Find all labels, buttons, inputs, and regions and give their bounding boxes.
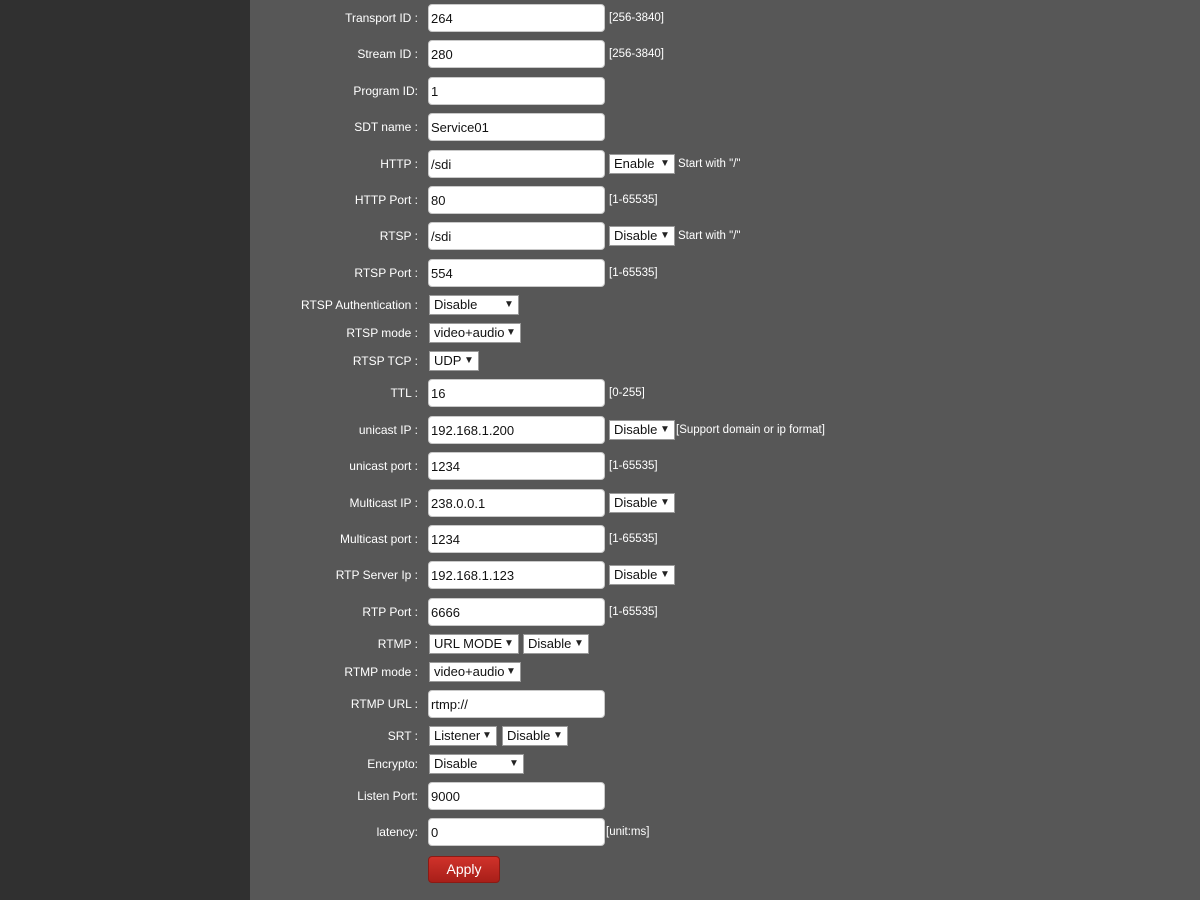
chevron-down-icon: ▼ bbox=[482, 730, 492, 741]
unicast-ip-select-value: Disable bbox=[614, 422, 658, 437]
latency-hint: [unit:ms] bbox=[606, 826, 650, 838]
sdt-name-row bbox=[0, 113, 1200, 141]
transport-id-hint: [256-3840] bbox=[609, 12, 664, 24]
http-port-hint: [1-65535] bbox=[609, 194, 658, 206]
chevron-down-icon: ▼ bbox=[574, 638, 584, 649]
chevron-down-icon: ▼ bbox=[504, 299, 514, 310]
stream-id-row bbox=[0, 40, 1200, 68]
unicast-ip-input[interactable] bbox=[428, 416, 605, 444]
listen-port-row bbox=[0, 782, 1200, 810]
sdt-name-input[interactable] bbox=[428, 113, 605, 141]
rtmp-mode-select[interactable] bbox=[429, 634, 519, 654]
rtmp-url-input[interactable] bbox=[428, 690, 605, 718]
rtsp-mode-row bbox=[0, 323, 1200, 343]
rtp-server-ip-row bbox=[0, 561, 1200, 589]
rtsp-tcp-row bbox=[0, 351, 1200, 371]
unicast-port-hint: [1-65535] bbox=[609, 460, 658, 472]
http-hint: Start with "/" bbox=[678, 158, 741, 170]
rtmp-mode-value: URL MODE bbox=[434, 636, 503, 651]
multicast-port-label: Multicast port : bbox=[339, 532, 418, 546]
rtsp-auth-label: RTSP Authentication : bbox=[301, 298, 418, 312]
rtp-port-label: RTP Port : bbox=[362, 605, 418, 619]
latency-input[interactable] bbox=[428, 818, 605, 846]
rtmp-stream-mode-row bbox=[0, 662, 1200, 682]
multicast-ip-select[interactable] bbox=[609, 493, 675, 513]
transport-id-row bbox=[0, 4, 1200, 32]
listen-port-label: Listen Port: bbox=[357, 789, 418, 803]
multicast-port-input[interactable] bbox=[428, 525, 605, 553]
srt-mode-select[interactable] bbox=[429, 726, 497, 746]
rtsp-tcp-label: RTSP TCP : bbox=[352, 354, 418, 368]
chevron-down-icon: ▼ bbox=[660, 424, 670, 435]
stream-id-label: Stream ID : bbox=[357, 47, 418, 61]
latency-row bbox=[0, 818, 1200, 846]
http-port-label: HTTP Port : bbox=[354, 193, 418, 207]
srt-row bbox=[0, 726, 1200, 746]
encrypto-label: Encrypto: bbox=[367, 757, 418, 771]
srt-enable-select[interactable] bbox=[502, 726, 568, 746]
rtsp-label: RTSP : bbox=[379, 229, 418, 243]
rtmp-url-row bbox=[0, 690, 1200, 718]
rtsp-port-input[interactable] bbox=[428, 259, 605, 287]
rtsp-tcp-select[interactable] bbox=[429, 351, 479, 371]
http-label: HTTP : bbox=[380, 157, 418, 171]
rtp-port-hint: [1-65535] bbox=[609, 606, 658, 618]
rtmp-stream-mode-value: video+audio bbox=[434, 664, 505, 679]
http-enable-value: Enable bbox=[614, 156, 655, 171]
rtp-port-input[interactable] bbox=[428, 598, 605, 626]
rtmp-stream-mode-label: RTMP mode : bbox=[344, 665, 418, 679]
unicast-port-label: unicast port : bbox=[349, 459, 418, 473]
rtsp-mode-select[interactable] bbox=[429, 323, 521, 343]
ttl-input[interactable] bbox=[428, 379, 605, 407]
rtsp-auth-value: Disable bbox=[434, 297, 478, 312]
listen-port-input[interactable] bbox=[428, 782, 605, 810]
stream-id-input[interactable] bbox=[428, 40, 605, 68]
http-path-input[interactable] bbox=[428, 150, 605, 178]
rtp-server-ip-select[interactable] bbox=[609, 565, 675, 585]
rtsp-hint: Start with "/" bbox=[678, 230, 741, 242]
ttl-label: TTL : bbox=[390, 386, 418, 400]
multicast-ip-row bbox=[0, 489, 1200, 517]
latency-label: latency: bbox=[376, 825, 418, 839]
rtsp-row bbox=[0, 222, 1200, 250]
unicast-ip-row bbox=[0, 416, 1200, 444]
ttl-row bbox=[0, 379, 1200, 407]
rtp-port-row bbox=[0, 598, 1200, 626]
unicast-port-input[interactable] bbox=[428, 452, 605, 480]
srt-enable-value: Disable bbox=[507, 728, 551, 743]
rtsp-port-label: RTSP Port : bbox=[354, 266, 418, 280]
multicast-ip-label: Multicast IP : bbox=[349, 496, 418, 510]
chevron-down-icon: ▼ bbox=[660, 230, 670, 241]
chevron-down-icon: ▼ bbox=[504, 638, 514, 649]
program-id-row bbox=[0, 77, 1200, 105]
rtsp-auth-row bbox=[0, 295, 1200, 315]
encrypto-select[interactable] bbox=[429, 754, 524, 774]
rtsp-port-row bbox=[0, 259, 1200, 287]
srt-mode-value: Listener bbox=[434, 728, 481, 743]
http-row bbox=[0, 150, 1200, 178]
rtmp-label: RTMP : bbox=[377, 637, 418, 651]
encrypto-row bbox=[0, 754, 1200, 774]
http-port-input[interactable] bbox=[428, 186, 605, 214]
rtsp-enable-value: Disable bbox=[614, 228, 658, 243]
rtsp-mode-label: RTSP mode : bbox=[346, 326, 418, 340]
multicast-port-hint: [1-65535] bbox=[609, 533, 658, 545]
chevron-down-icon: ▼ bbox=[506, 666, 516, 677]
stream-id-hint: [256-3840] bbox=[609, 48, 664, 60]
http-port-row bbox=[0, 186, 1200, 214]
unicast-ip-select[interactable] bbox=[609, 420, 675, 440]
rtsp-enable-select[interactable] bbox=[609, 226, 675, 246]
sdt-name-label: SDT name : bbox=[354, 120, 418, 134]
rtp-server-ip-label: RTP Server Ip : bbox=[335, 568, 418, 582]
rtmp-url-label: RTMP URL : bbox=[350, 697, 418, 711]
transport-id-input[interactable] bbox=[428, 4, 605, 32]
rtsp-port-hint: [1-65535] bbox=[609, 267, 658, 279]
rtp-server-ip-input[interactable] bbox=[428, 561, 605, 589]
rtsp-path-input[interactable] bbox=[428, 222, 605, 250]
rtsp-mode-value: video+audio bbox=[434, 325, 505, 340]
unicast-port-row bbox=[0, 452, 1200, 480]
chevron-down-icon: ▼ bbox=[464, 355, 474, 366]
rtmp-enable-value: Disable bbox=[528, 636, 572, 651]
chevron-down-icon: ▼ bbox=[553, 730, 563, 741]
program-id-label: Program ID: bbox=[353, 84, 418, 98]
encrypto-value: Disable bbox=[434, 756, 478, 771]
program-id-input[interactable] bbox=[428, 77, 605, 105]
chevron-down-icon: ▼ bbox=[660, 569, 670, 580]
unicast-ip-hint: [Support domain or ip format] bbox=[676, 424, 825, 436]
rtsp-auth-select[interactable] bbox=[429, 295, 519, 315]
multicast-port-row bbox=[0, 525, 1200, 553]
chevron-down-icon: ▼ bbox=[660, 497, 670, 508]
transport-id-label: Transport ID : bbox=[345, 11, 418, 25]
rtmp-stream-mode-select[interactable] bbox=[429, 662, 521, 682]
chevron-down-icon: ▼ bbox=[509, 758, 519, 769]
rtp-server-ip-select-value: Disable bbox=[614, 567, 658, 582]
rtmp-enable-select[interactable] bbox=[523, 634, 589, 654]
multicast-ip-select-value: Disable bbox=[614, 495, 658, 510]
srt-label: SRT : bbox=[387, 729, 418, 743]
rtsp-tcp-value: UDP bbox=[434, 353, 462, 368]
ttl-hint: [0-255] bbox=[609, 387, 645, 399]
apply-button[interactable]: Apply bbox=[428, 856, 500, 883]
unicast-ip-label: unicast IP : bbox=[358, 423, 418, 437]
chevron-down-icon: ▼ bbox=[660, 158, 670, 169]
http-enable-select[interactable] bbox=[609, 154, 675, 174]
multicast-ip-input[interactable] bbox=[428, 489, 605, 517]
chevron-down-icon: ▼ bbox=[506, 327, 516, 338]
rtmp-row bbox=[0, 634, 1200, 654]
